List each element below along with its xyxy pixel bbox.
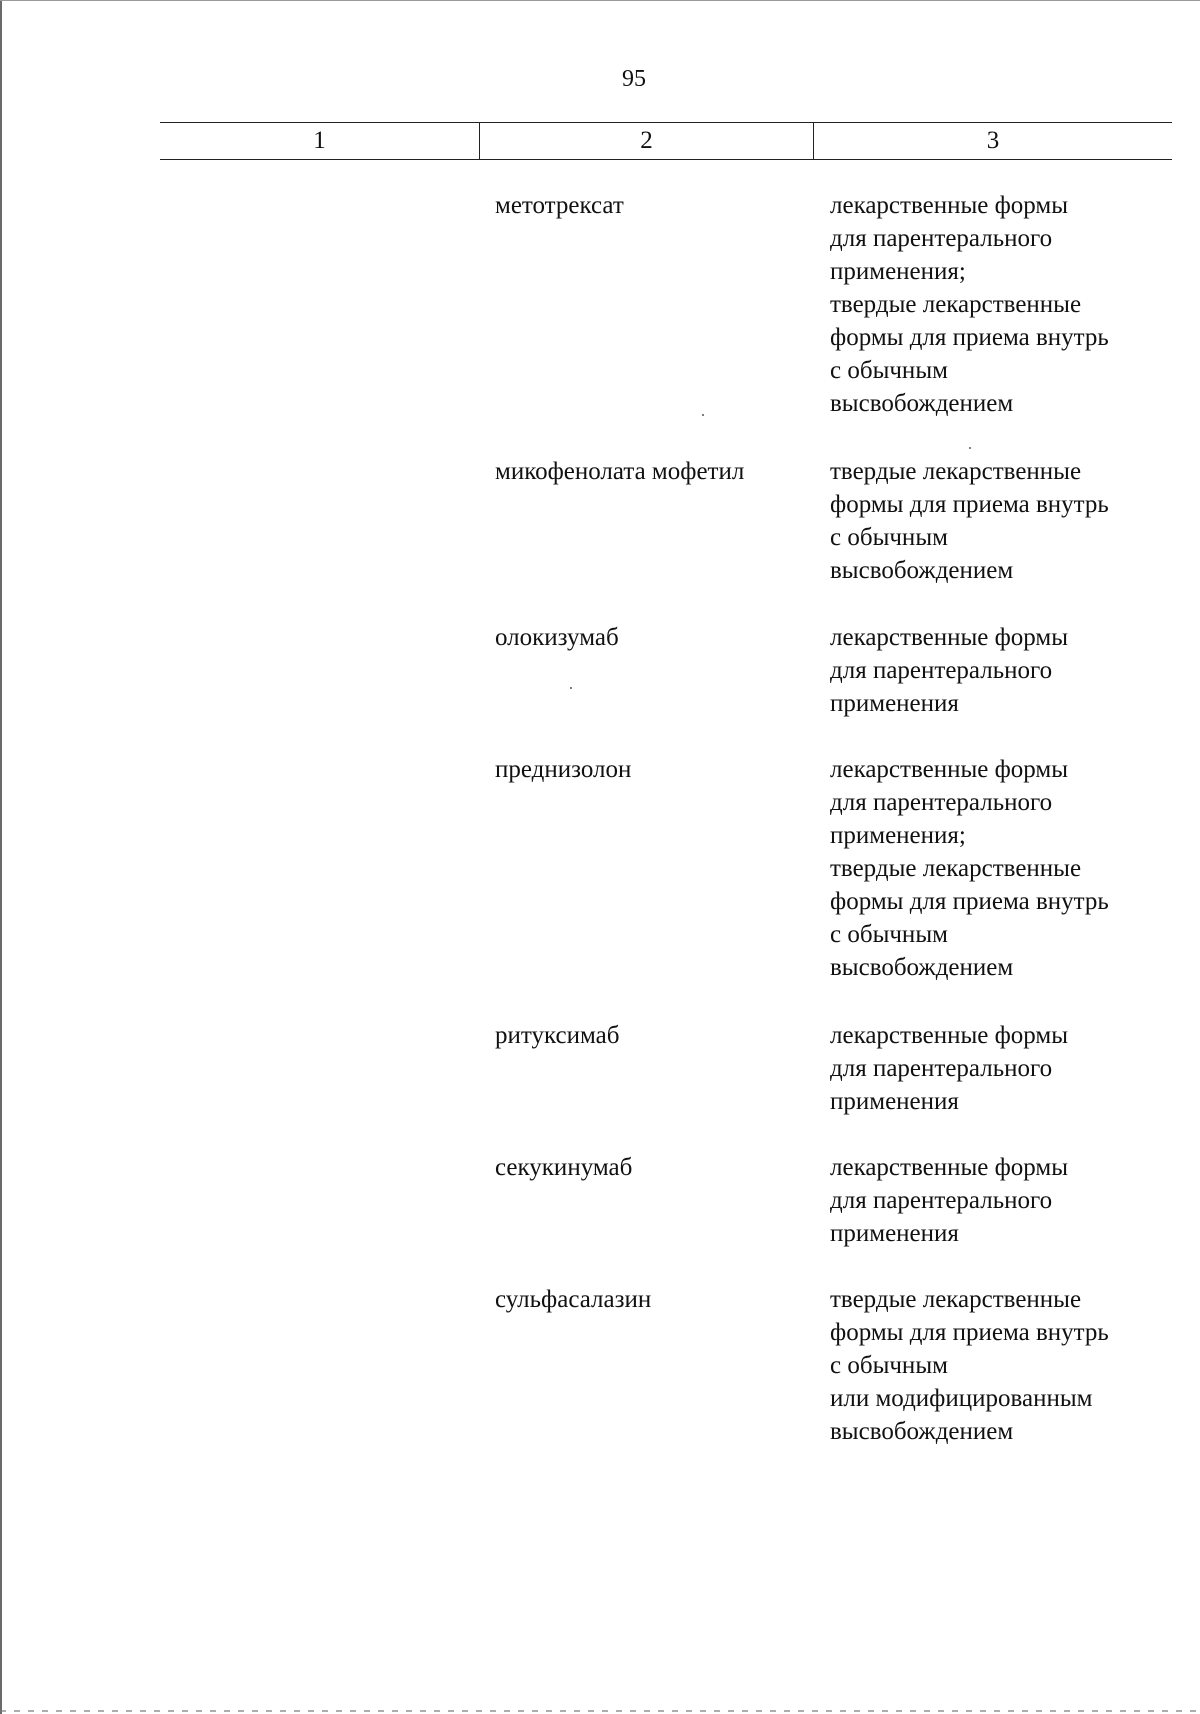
scan-speck: [702, 414, 704, 416]
dosage-form: [830, 1283, 1170, 1448]
scan-speck: [969, 447, 971, 449]
dosage-form-line: лекарственные формы: [830, 1154, 1069, 1181]
dosage-form-line: твердые лекарственные: [830, 291, 1082, 318]
dosage-form-line: с обычным: [830, 921, 948, 948]
dosage-form-line: твердые лекарственные: [830, 855, 1082, 882]
dosage-form-line: формы для приема внутрь: [830, 888, 1109, 915]
dosage-form-line: применения: [830, 1220, 959, 1247]
dosage-form-line: для парентерального: [830, 1055, 1053, 1082]
dosage-form-line: лекарственные формы: [830, 624, 1069, 651]
dosage-form: [830, 753, 1170, 984]
scan-speck: [570, 687, 572, 689]
scan-edge-left: [0, 0, 2, 1714]
dosage-form-line: формы для приема внутрь: [830, 324, 1109, 351]
drug-name: ритуксимаб: [495, 1022, 620, 1049]
table-header-top-rule: [160, 122, 1172, 123]
drug-name: олокизумаб: [495, 624, 619, 651]
dosage-form-line: с обычным: [830, 524, 948, 551]
dosage-form-line: формы для приема внутрь: [830, 491, 1109, 518]
column-header-1: 1: [313, 127, 326, 154]
dosage-form: [830, 189, 1170, 420]
dosage-form: [830, 1151, 1170, 1250]
dosage-form-line: для парентерального: [830, 225, 1053, 252]
dosage-form: [830, 1019, 1170, 1118]
column-header-3: 3: [986, 127, 1000, 154]
dosage-form-line: высвобождением: [830, 557, 1014, 584]
dosage-form-line: применения: [830, 1088, 959, 1115]
dosage-form-line: твердые лекарственные: [830, 1286, 1082, 1313]
dosage-form-line: или модифицированным: [830, 1385, 1093, 1412]
dosage-form-line: для парентерального: [830, 1187, 1053, 1214]
dosage-form-line: лекарственные формы: [830, 756, 1069, 783]
drug-name: сульфасалазин: [495, 1286, 652, 1313]
drug-name: микофенолата мофетил: [495, 458, 745, 485]
table-header-bottom-rule: [160, 159, 1172, 160]
page-number: 95: [622, 66, 646, 92]
dosage-form-line: формы для приема внутрь: [830, 1319, 1109, 1346]
drug-name: преднизолон: [495, 756, 632, 783]
dosage-form-line: высвобождением: [830, 1418, 1014, 1445]
dosage-form-line: лекарственные формы: [830, 192, 1069, 219]
scan-edge-bottom: [0, 1710, 1200, 1712]
dosage-form-line: с обычным: [830, 357, 948, 384]
column-header-2: 2: [640, 127, 653, 154]
dosage-form-line: применения;: [830, 258, 966, 285]
dosage-form-line: для парентерального: [830, 789, 1053, 816]
dosage-form-line: применения;: [830, 822, 966, 849]
dosage-form-line: твердые лекарственные: [830, 458, 1082, 485]
drug-name: секукинумаб: [495, 1154, 633, 1181]
dosage-form: [830, 455, 1170, 587]
dosage-form-line: для парентерального: [830, 657, 1053, 684]
dosage-form-line: с обычным: [830, 1352, 948, 1379]
scan-edge-top: [0, 0, 1200, 1]
dosage-form-line: высвобождением: [830, 954, 1014, 981]
drug-name: метотрексат: [495, 192, 624, 219]
dosage-form-line: высвобождением: [830, 390, 1014, 417]
dosage-form-line: лекарственные формы: [830, 1022, 1069, 1049]
dosage-form-line: применения: [830, 690, 959, 717]
dosage-form: [830, 621, 1170, 720]
